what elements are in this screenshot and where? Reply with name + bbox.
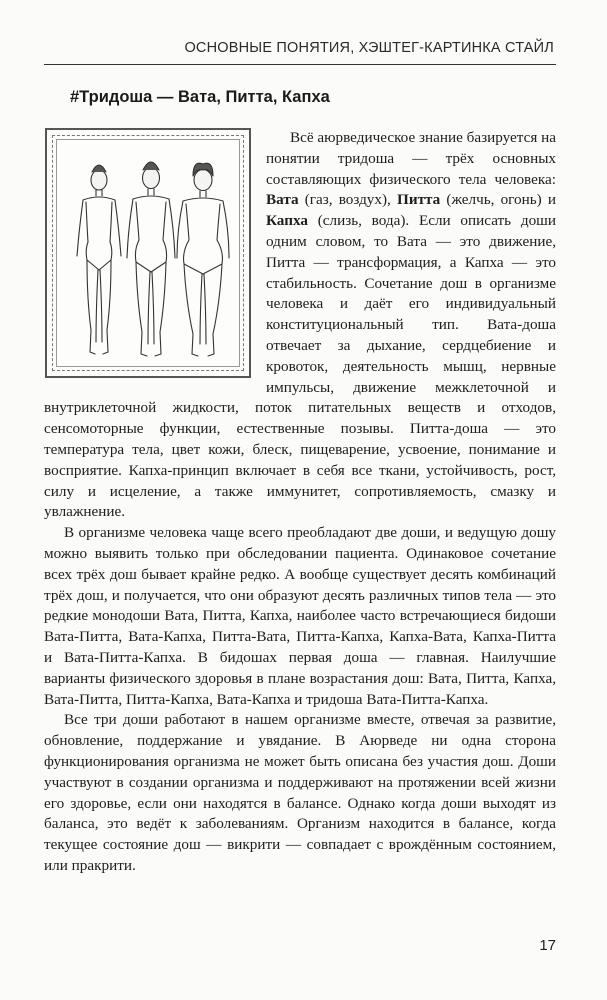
term-kapha: Капха: [266, 212, 308, 230]
paragraph-2: В организме человека чаще всего преобладают две доши, и ведущую дошу можно выявить только при обследовании пациента. Одинаковое сочетание всех трёх дош бывает крайне редко. А вообще существует десять комбинаций трёх дош, и получается, что они образуют десять различных типов тела — это редкие монодоши Вата, Питта, Капха, наиболее часто встречающиеся бидоши Вата-Питта, Вата-Капха, Питта-Вата, Питта-Капха, Капха-Вата, Капха-Питта и Вата-Питта-Капха. В бидошах первая доша — главная. Наилучшие варианты физического здоровья в плане возрастания дош: Вата, Питта, Капха, Вата-Питта, Питта-Капха, Вата-Капха и тридоша Вата-Питта-Капха.: [44, 524, 556, 708]
running-header: ОСНОВНЫЕ ПОНЯТИЯ, ХЭШТЕГ-КАРТИНКА СТАЙЛ: [184, 40, 554, 56]
section-title: #Тридоша — Вата, Питта, Капха: [70, 88, 330, 106]
figure-spacer: [44, 128, 266, 386]
paragraph-3: Все три доши работают в нашем организме вместе, отвечая за развитие, обновление, поддержание и увядание. В Аюрведе ни одна сторона функционирования организма не может быть описана без участия дош. Доши участвуют в создании организма и поддерживают на протяжении всей жизни его здоровье, если они находятся в балансе. Однако когда доши выходят из баланса, это ведёт к заболеваниям. Организм находится в балансе, когда текущее состояние дош — викрити — совпадает с врождённым состоянием, или пракрити.: [44, 711, 556, 874]
body-text: [44, 128, 556, 877]
term-pitta: Питта: [397, 191, 441, 209]
header-rule: [44, 64, 556, 65]
page-number: 17: [539, 937, 556, 954]
term-vata: Вата: [266, 191, 299, 209]
paragraph-1: Всё аюрведическое знание базируется на понятии тридоша — трёх основных составляющих физического тела человека: Вата (газ, воздух), Питта (желчь, огонь) и Капха (слизь, вода). Если описать доши одним словом, то Вата — это движение, Питта — трансформация, а Капха — это стабильность. Сочетание дош в организме человека и даёт его индивидуальный конституциональный тип. Вата-доша отвечает за дыхание, сердцебиение и кровоток, деятельность мышц, нервные импульсы, движение межклеточной и внутриклеточной жидкости, поток питательных веществ и отходов, сенсомоторные функции, естественные позывы. Питта-доша — это температура тела, цвет кожи, блеск, пищеварение, усвоение, понимание и восприятие. Капха-принцип включает в себя все ткани, устойчивость, рост, силу и исцеление, а также иммунитет, сопротивляемость, смазку и увлажнение.: [44, 129, 557, 521]
